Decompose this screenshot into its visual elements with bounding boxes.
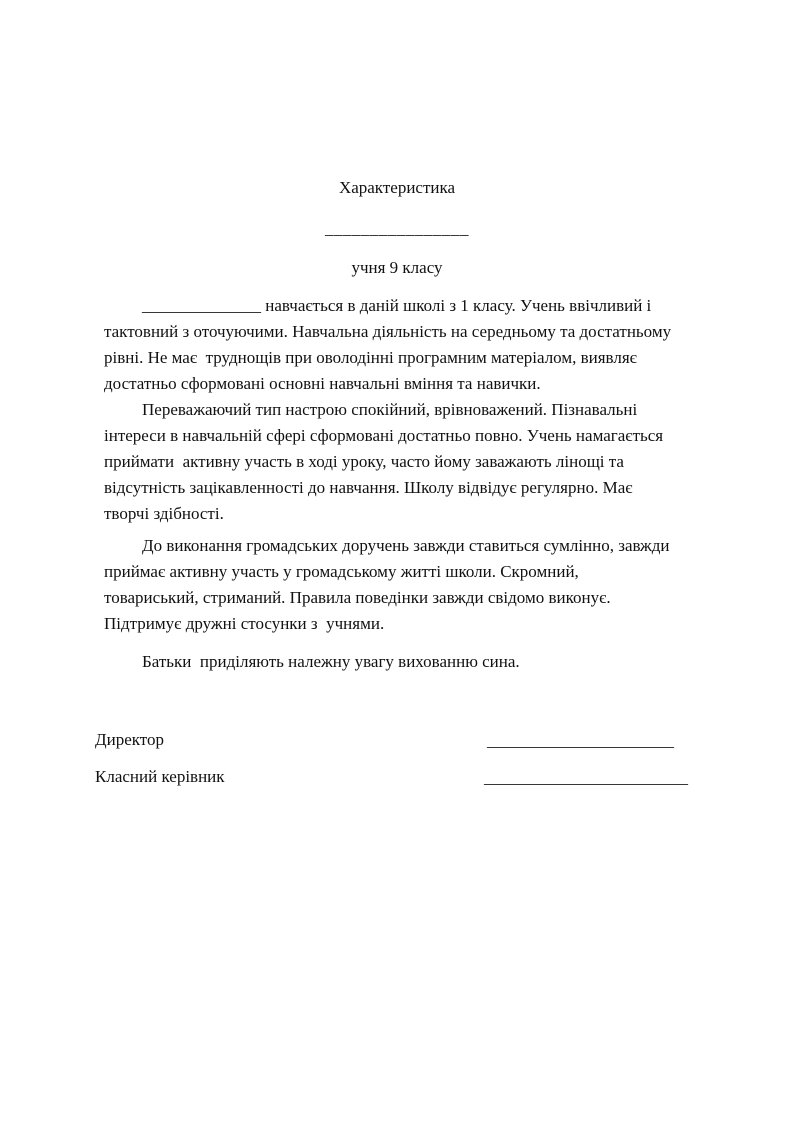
text-line: Батьки приділяють належну увагу вихованню сина.	[142, 652, 520, 671]
class-teacher-signature-line: ________________________	[484, 768, 688, 787]
director-signature-line: ______________________	[487, 731, 674, 750]
text-line: тактовний з оточуючими. Навчальна діяльність на середньому та достатньому	[104, 322, 672, 341]
paragraph-temperament	[104, 397, 744, 527]
text-line: достатньо сформовані основні навчальні вміння та навички.	[104, 374, 541, 393]
text-line: інтереси в навчальній сфері сформовані достатньо повно. Учень намагається	[104, 426, 664, 445]
text-line: рівні. Не має труднощів при оволодінні програмним матеріалом, виявляє	[104, 348, 637, 367]
class-teacher-label: Класний керівник	[95, 767, 225, 786]
text-line: До виконання громадських доручень завжди ставиться сумлінно, завжди	[142, 536, 670, 555]
text-line: Переважаючий тип настрою спокійний, врівноважений. Пізнавальні	[142, 400, 638, 419]
text-line: відсутність зацікавленності до навчання. Школу відвідує регулярно. Має	[104, 478, 633, 497]
student-name-blank: ________________	[325, 219, 469, 238]
text-line: приймає активну участь у громадському житті школи. Скромний,	[104, 562, 579, 581]
text-line: приймати активну участь в ході уроку, часто йому заважають лінощі та	[104, 452, 624, 471]
paragraph-social	[104, 533, 744, 637]
text-line: ______________ навчається в даній школі з 1 класу. Учень ввічливий і	[142, 296, 652, 315]
director-label: Директор	[95, 730, 164, 749]
paragraph-parents	[104, 649, 744, 675]
text-line: товариський, стриманий. Правила поведінки завжди свідомо виконує.	[104, 588, 611, 607]
paragraph-enrollment	[104, 293, 744, 397]
text-line: Підтримує дружні стосунки з учнями.	[104, 614, 385, 633]
document-title: Характеристика	[338, 178, 456, 197]
text-line: творчі здібності.	[104, 504, 224, 523]
grade-line: учня 9 класу	[351, 258, 443, 277]
